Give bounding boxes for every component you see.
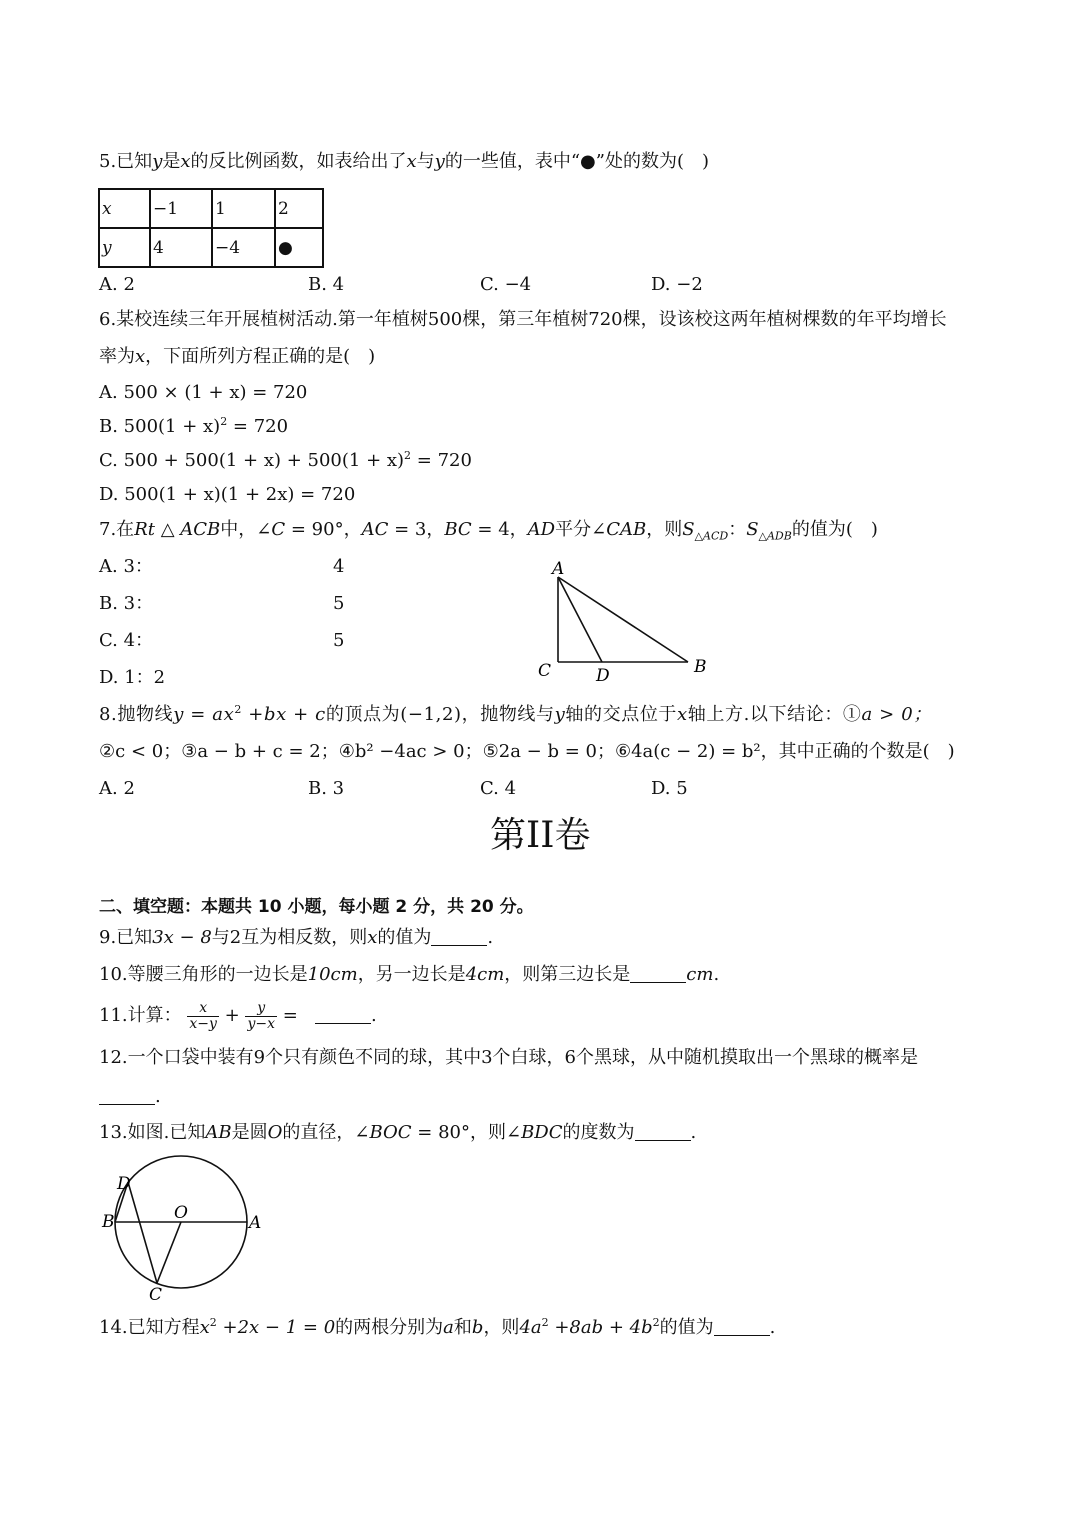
table-cell: 1 <box>212 189 275 228</box>
table-cell: y <box>99 228 150 267</box>
q8-option-c: C. 4 <box>480 778 517 799</box>
q5-option-b: B. 4 <box>308 274 345 295</box>
q7-option-c-value: 5 <box>333 630 345 651</box>
label-a: A <box>249 1213 262 1233</box>
q8-option-d: D. 5 <box>651 778 688 799</box>
q6-option-a: A. 500 × (1 + x) = 720 <box>99 382 308 403</box>
label-b: B <box>694 657 707 677</box>
table-row <box>99 228 323 267</box>
answer-blank[interactable] <box>99 1088 155 1105</box>
q7-option-a-value: 4 <box>333 556 345 577</box>
q14-stem: 14.已知方程$x^2 +2x - 1 = 0$的两根分别为a和b，则$4a^2 +8ab + 4b^2$的值为 . <box>99 1316 776 1338</box>
q7-option-a-label: A. 3： <box>99 556 153 577</box>
q6-option-b: B. $500(1 + x)^2 = 720$ <box>99 415 289 437</box>
q8-stem-line1: 8.抛物线$y = ax^2 +bx + c$的顶点为(−1,2)，抛物线与y轴的交点位于x轴上方.以下结论：①a > 0； <box>99 703 932 725</box>
q6-stem-line2: 率为x，下面所列方程正确的是( ) <box>99 346 376 367</box>
side-ab <box>558 577 688 662</box>
label-a: A <box>552 559 565 579</box>
segment-ad <box>558 577 602 662</box>
q7-option-c-label: C. 4： <box>99 630 154 651</box>
answer-blank[interactable] <box>431 929 487 946</box>
fraction-1: $\frac{x}{x-y}$ <box>189 999 217 1032</box>
section-heading: 二、填空题：本题共 10 小题，每小题 2 分，共 20 分。 <box>99 897 534 917</box>
answer-blank[interactable] <box>630 966 686 983</box>
section-title: 第II卷 <box>490 815 591 856</box>
q7-triangle-figure <box>530 555 720 690</box>
q11-stem: 11.计算： $\frac{x}{x-y}$ + $\frac{y}{y-x}$ = . <box>99 999 377 1032</box>
q13-circle-figure <box>95 1155 275 1305</box>
label-c: C <box>538 661 552 681</box>
q5-table <box>98 188 324 268</box>
q7-option-b-label: B. 3： <box>99 593 154 614</box>
q7-option-b-value: 5 <box>333 593 345 614</box>
label-b: B <box>102 1212 115 1232</box>
q6-stem-line1: 6.某校连续三年开展植树活动.第一年植树500棵，第三年植树720棵，设该校这两年植树棵数的年平均增长 <box>99 309 947 330</box>
table-cell: −4 <box>212 228 275 267</box>
table-cell: −1 <box>150 189 212 228</box>
q9-stem: 9.已知3x − 8与2互为相反数，则x的值为 . <box>99 927 494 948</box>
q5-stem: 5.已知y是x的反比例函数，如表给出了x与y的一些值，表中“●”处的数为( ) <box>99 151 709 172</box>
q5-option-c: C. −4 <box>480 274 532 295</box>
answer-blank[interactable] <box>315 1007 371 1024</box>
q8-option-a: A. 2 <box>99 778 135 799</box>
label-d: D <box>596 666 610 686</box>
table-cell: 4 <box>150 228 212 267</box>
q8-stem-line2: ②c < 0；③a − b + c = 2；④b² −4ac > 0；⑤2a − b = 0；⑥4a(c − 2) = b²，其中正确的个数是( ) <box>99 741 955 762</box>
q7-option-d-label: D. 1：2 <box>99 667 166 688</box>
table-cell: x <box>99 189 150 228</box>
table-cell-dot: ● <box>275 228 323 267</box>
q7-stem: 7.在Rt △ ACB中，∠C = 90°，AC = 3，BC = 4，AD平分∠CAB，则$S_{\triangle ACD}$：$S_{\triangle ADB}$的值为( ) <box>99 519 878 543</box>
answer-blank[interactable] <box>714 1319 770 1336</box>
table-cell: 2 <box>275 189 323 228</box>
table-row <box>99 189 323 228</box>
label-d: D <box>117 1174 131 1194</box>
chord-dc <box>128 1182 157 1283</box>
q12-stem-line2: . <box>99 1088 161 1106</box>
q8-option-b: B. 3 <box>308 778 345 799</box>
q12-stem-line1: 12.一个口袋中装有9个只有颜色不同的球，其中3个白球，6个黑球，从中随机摸取出一个黑球的概率是 <box>99 1047 918 1068</box>
radius-oc <box>157 1222 181 1283</box>
q6-option-d: D. 500(1 + x)(1 + 2x) = 720 <box>99 484 356 505</box>
q6-option-c: C. $500 + 500(1 + x) + 500(1 + x)^2 = 720$ <box>99 449 472 471</box>
q10-stem: 10.等腰三角形的一边长是10cm，另一边长是4cm，则第三边长是 cm. <box>99 964 720 985</box>
label-c: C <box>149 1285 163 1305</box>
q5-option-d: D. −2 <box>651 274 703 295</box>
fraction-2: $\frac{y}{y-x}$ <box>247 999 276 1032</box>
q13-stem: 13.如图.已知AB是圆O的直径，∠BOC = 80°，则∠BDC的度数为 . <box>99 1122 697 1143</box>
label-o: O <box>174 1203 188 1223</box>
q5-option-a: A. 2 <box>99 274 135 295</box>
answer-blank[interactable] <box>635 1124 691 1141</box>
